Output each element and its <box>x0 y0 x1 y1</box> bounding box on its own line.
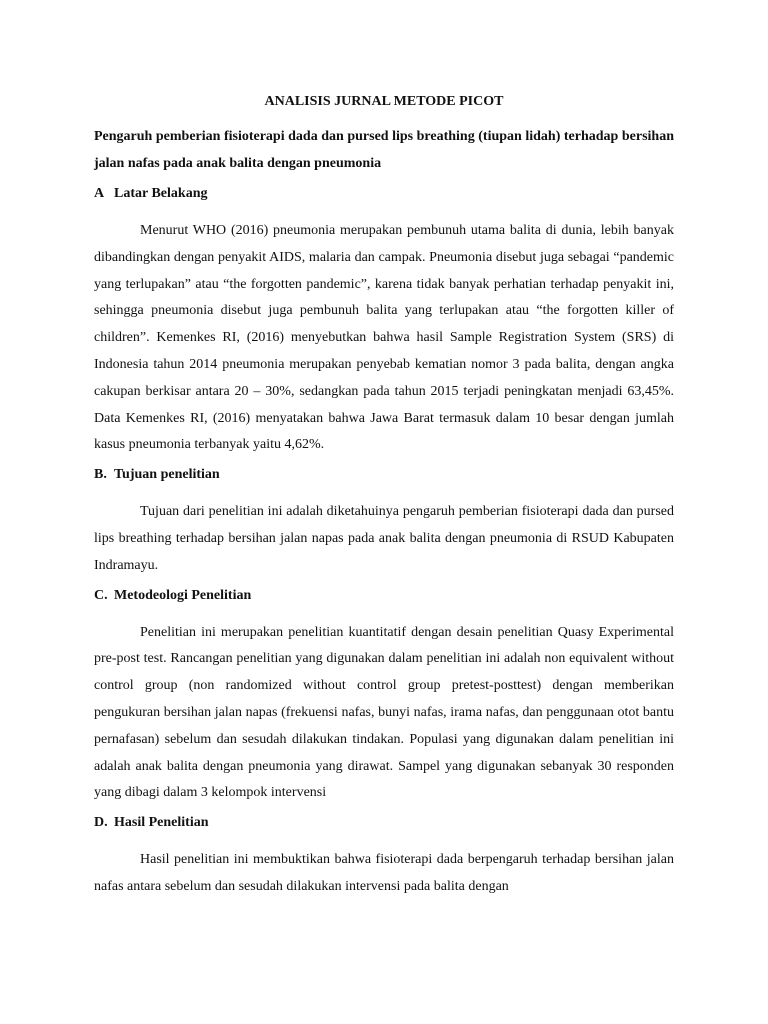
section-a-paragraph: Menurut WHO (2016) pneumonia merupakan pembunuh utama balita di dunia, lebih banyak dibandingkan dengan penyakit AIDS, malaria dan campak. Pneumonia disebut juga sebagai “pandemic yang terlupakan” atau “the forgotten pandemic”, karena tidak banyak perhatian terhadap penyakit ini, sehingga pneumonia disebut juga pembunuh balita yang terlupakan atau “the forgotten killer of children”. Kemenkes RI, (2016) menyebutkan bahwa hasil Sample Registration System (SRS) di Indonesia tahun 2014 pneumonia merupakan penyebab kematian nomor 3 pada balita, dengan angka cakupan berkisar antara 20 – 30%, sedangkan pada tahun 2015 terjadi peningkatan menjadi 63,45%. Data Kemenkes RI, (2016) menyatakan bahwa Jawa Barat termasuk dalam 10 besar dengan jumlah kasus pneumonia terbanyak yaitu 4,62%. <box>94 223 674 453</box>
section-b-heading <box>94 465 674 485</box>
section-b-paragraph: Tujuan dari penelitian ini adalah diketahuinya pengaruh pemberian fisioterapi dada dan pursed lips breathing terhadap bersihan jalan napas pada anak balita dengan pneumonia di RSUD Kabupaten Indramayu. <box>94 504 674 573</box>
document-subtitle: Pengaruh pemberian fisioterapi dada dan pursed lips breathing (tiupan lidah) terhadap bersihan jalan nafas pada anak balita dengan pneumonia <box>94 129 674 171</box>
section-c-title: Metodeologi Penelitian <box>114 587 252 603</box>
document-body <box>94 92 674 907</box>
section-c-paragraph: Penelitian ini merupakan penelitian kuantitatif dengan desain penelitian Quasy Experimental pre-post test. Rancangan penelitian yang digunakan dalam penelitian ini adalah non equivalent without control group (non randomized without control group pretest-posttest) dengan memberikan pengukuran bersihan jalan napas (frekuensi nafas, bunyi nafas, irama nafas, dan penggunaan otot bantu pernafasan) sebelum dan sesudah dilakukan tindakan. Populasi yang digunakan dalam penelitian ini adalah anak balita dengan pneumonia yang dirawat. Sampel yang digunakan sebanyak 30 responden yang dibagi dalam 3 kelompok intervensi <box>94 624 674 801</box>
section-d-title: Hasil Penelitian <box>114 815 209 831</box>
section-d-paragraph: Hasil penelitian ini membuktikan bahwa fisioterapi dada berpengaruh terhadap bersihan jalan nafas antara sebelum dan sesudah dilakukan intervensi pada balita dengan <box>94 852 674 894</box>
section-c-number: C. <box>94 587 108 603</box>
section-d-number: D. <box>94 815 108 831</box>
section-a-title: Latar Belakang <box>114 186 208 201</box>
section-a-number: A <box>94 186 105 201</box>
document-title: ANALISIS JURNAL METODE PICOT <box>264 94 504 109</box>
section-c-heading <box>94 586 674 606</box>
section-a-heading <box>94 184 674 204</box>
section-b-title: Tujuan penelitian <box>114 467 220 483</box>
section-d-heading <box>94 813 674 833</box>
section-b-number: B. <box>94 467 107 483</box>
